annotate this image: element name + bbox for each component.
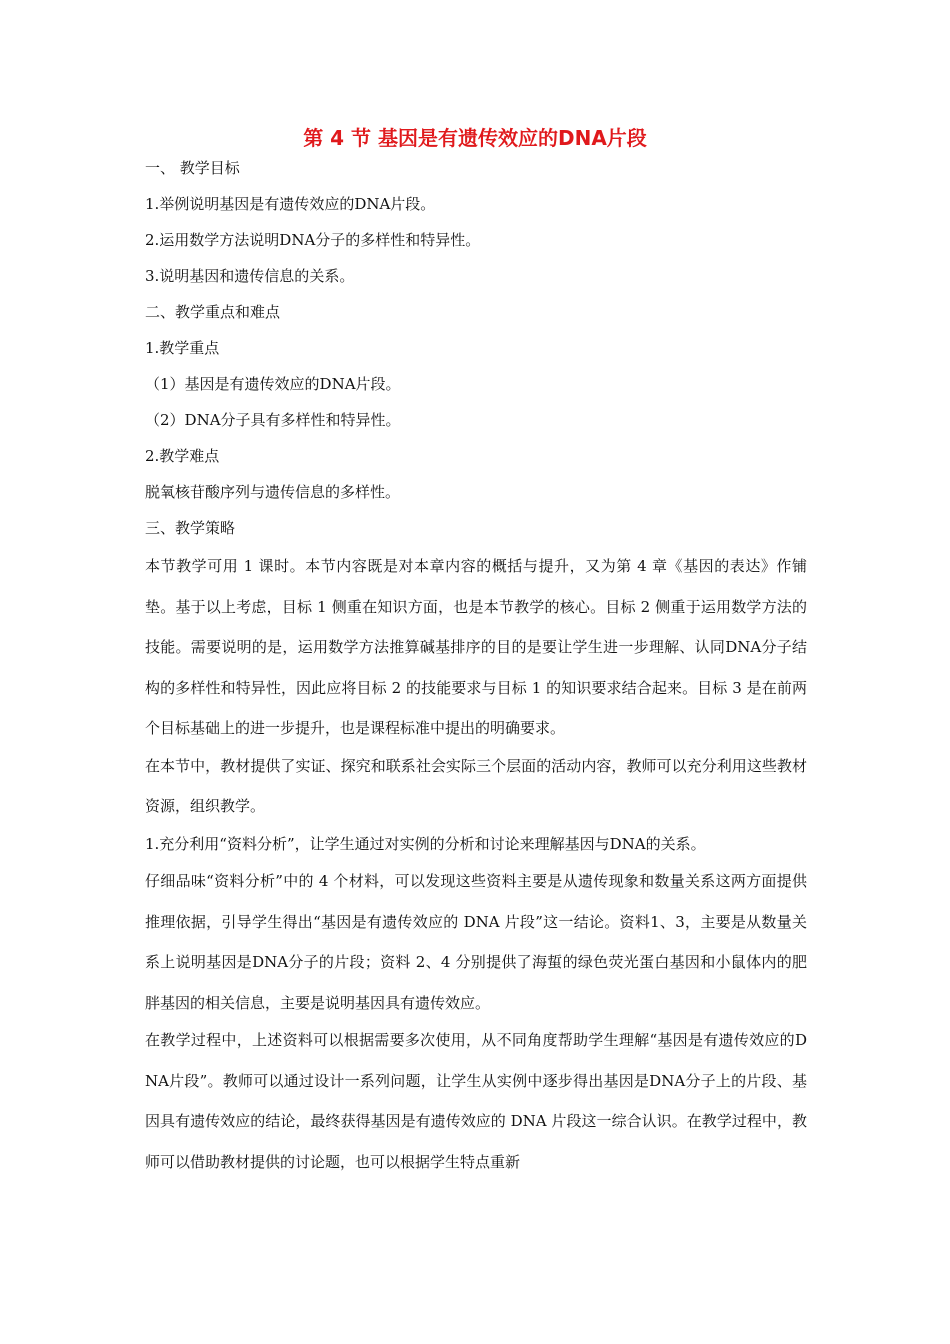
section-heading-key-points: 二、教学重点和难点 — [145, 303, 281, 321]
paragraph-material-analysis: 仔细品味“资料分析”中的 4 个材料，可以发现这些资料主要是从遗传现象和数量关系这两方面提供推理依据，引导学生得出“基因是有遗传效应的 DNA 片段”这一结论。资料1、3，主要是从数量关系上说明基因是DNA分子的片段；资料 2、4 分别提供了海蜇的绿色荧光蛋白基因和小鼠体内的肥胖基因的相关信息，主要是说明基因具有遗传效应。 — [145, 872, 807, 1012]
objective-item-2: 2.运用数学方法说明DNA分子的多样性和特异性。 — [145, 231, 481, 249]
paragraph-resources: 在本节中，教材提供了实证、探究和联系社会实际三个层面的活动内容，教师可以充分利用这些教材资源，组织教学。 — [145, 756, 807, 815]
difficulty-item: 脱氧核苷酸序列与遗传信息的多样性。 — [145, 483, 401, 501]
subheading-difficulties: 2.教学难点 — [145, 447, 220, 465]
key-point-item-2: （2）DNA分子具有多样性和特异性。 — [145, 411, 401, 429]
objective-item-3: 3.说明基因和遗传信息的关系。 — [145, 267, 355, 285]
strategy-item-1: 1.充分利用“资料分析”，让学生通过对实例的分析和讨论来理解基因与DNA的关系。 — [145, 834, 706, 853]
section-heading-objectives: 一、 教学目标 — [145, 159, 240, 177]
key-point-item-1: （1）基因是有遗传效应的DNA片段。 — [145, 375, 401, 393]
document-title: 第 4 节 基因是有遗传效应的DNA片段 — [303, 126, 647, 150]
section-heading-strategy: 三、教学策略 — [145, 519, 236, 537]
paragraph-strategy-overview: 本节教学可用 1 课时。本节内容既是对本章内容的概括与提升，又为第 4 章《基因的表达》作铺垫。基于以上考虑，目标 1 侧重在知识方面，也是本节教学的核心。目标 2 侧重于运用数学方法的技能。需要说明的是，运用数学方法推算碱基排序的目的是要让学生进一步理解、认同DNA分子结构的多样性和特异性，因此应将目标 2 的技能要求与目标 1 的知识要求结合起来。目标 3 是在前两个目标基础上的进一步提升，也是课程标准中提出的明确要求。 — [145, 557, 807, 737]
subheading-key-points: 1.教学重点 — [145, 339, 220, 357]
document-body — [145, 150, 807, 1179]
paragraph-teaching-process: 在教学过程中，上述资料可以根据需要多次使用，从不同角度帮助学生理解“基因是有遗传效应的DNA片段”。教师可以通过设计一系列问题，让学生从实例中逐步得出基因是DNA分子上的片段、基因具有遗传效应的结论，最终获得基因是有遗传效应的 DNA 片段这一综合认识。在教学过程中，教师可以借助教材提供的讨论题，也可以根据学生特点重新 — [145, 1031, 807, 1171]
objective-item-1: 1.举例说明基因是有遗传效应的DNA片段。 — [145, 195, 436, 213]
